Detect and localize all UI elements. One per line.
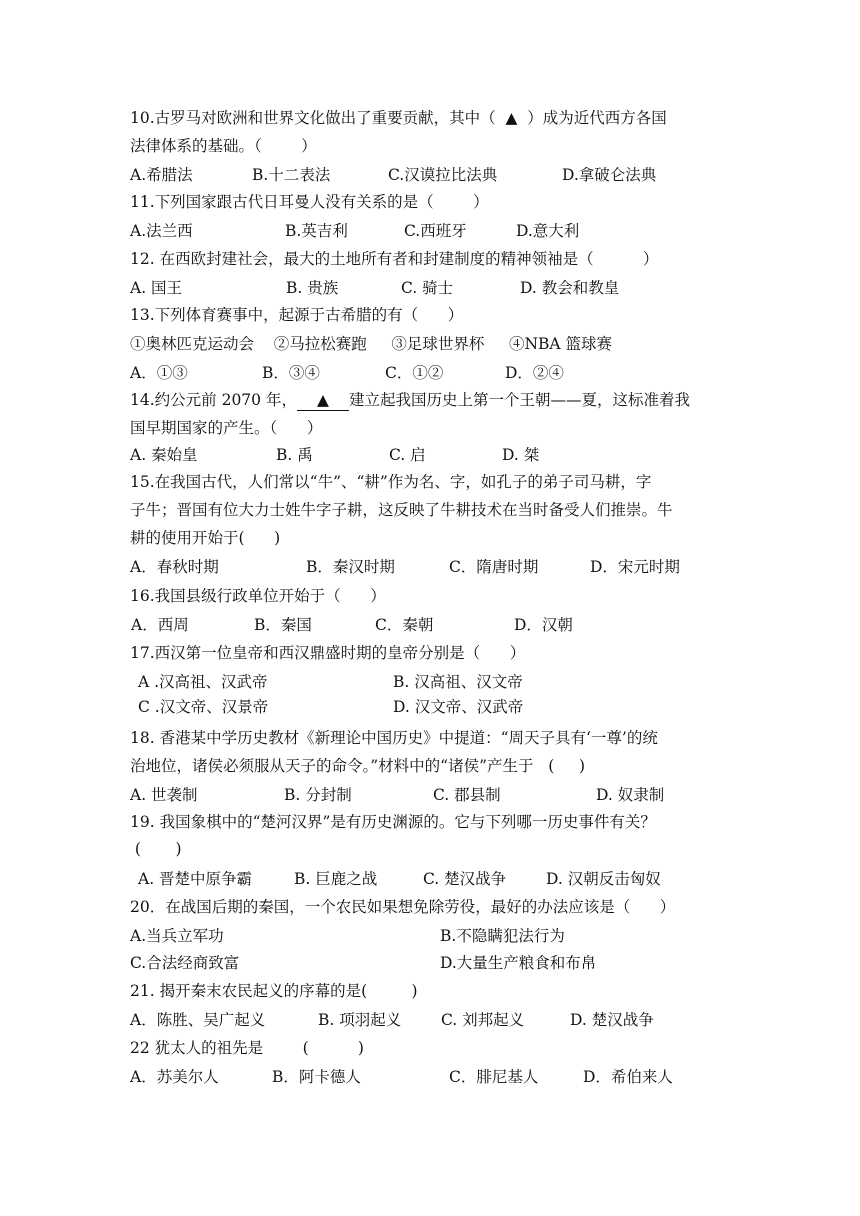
q18-option-b: B. 分封制 <box>284 786 352 804</box>
q19-stem-line1: 19. 我国象棋中的“楚河汉界”是有历史渊源的。它与下列哪一历史事件有关？ <box>130 813 656 831</box>
q15-stem-line1: 15.在我国古代，人们常以“牛”、“耕”作为名、字，如孔子的弟子司马耕，字 <box>130 473 652 491</box>
q16-stem: 16.我国县级行政单位开始于（ ） <box>130 587 386 605</box>
q22-stem: 22 犹太人的祖先是 ( ) <box>130 1039 364 1057</box>
q20-option-c: C.合法经商致富 <box>130 954 240 972</box>
q11-option-b: B.英吉利 <box>285 222 348 240</box>
q13-option-c: C．①② <box>385 364 444 382</box>
q15-option-a: A．春秋时期 <box>130 558 219 576</box>
q18-stem-line2: 治地位，诸侯必须服从天子的命令。”材料中的“诸侯”产生于 ( ) <box>130 757 586 775</box>
q19-option-d: D. 汉朝反击匈奴 <box>546 870 661 888</box>
q10-option-c: C.汉谟拉比法典 <box>388 166 498 184</box>
q15-option-b: B．秦汉时期 <box>306 558 395 576</box>
q15-option-d: D．宋元时期 <box>590 558 680 576</box>
q17-option-a: A .汉高祖、汉武帝 <box>138 673 268 691</box>
q22-option-d: D．希伯来人 <box>583 1068 673 1086</box>
q15-option-c: C．隋唐时期 <box>449 558 539 576</box>
q20-stem: 20．在战国后期的秦国，一个农民如果想免除劳役，最好的办法应该是（ ） <box>130 898 676 916</box>
q17-option-c: C .汉文帝、汉景帝 <box>138 698 269 716</box>
q13-items: ①奥林匹克运动会 ②马拉松赛跑 ③足球世界杯 ④NBA 篮球赛 <box>130 335 613 353</box>
q14-stem-pre: 14.约公元前 2070 年， <box>130 391 297 409</box>
q13-option-a: A．①③ <box>130 364 188 382</box>
q19-option-a: A. 晋楚中原争霸 <box>138 870 253 888</box>
q17-option-b: B. 汉高祖、汉文帝 <box>393 673 523 691</box>
q16-option-b: B．秦国 <box>254 616 312 634</box>
q22-option-a: A．苏美尔人 <box>130 1068 219 1086</box>
q10-option-d: D.拿破仑法典 <box>562 166 657 184</box>
q10-option-b: B.十二表法 <box>252 166 331 184</box>
q11-stem: 11.下列国家跟古代日耳曼人没有关系的是（ ） <box>130 193 489 211</box>
q11-option-d: D.意大利 <box>516 222 580 240</box>
q12-option-c: C. 骑士 <box>401 279 454 297</box>
q21-option-d: D. 楚汉战争 <box>570 1011 654 1029</box>
q12-option-a: A. 国王 <box>130 279 183 297</box>
q20-option-d: D.大量生产粮食和布帛 <box>440 954 597 972</box>
q13-option-d: D．②④ <box>505 364 564 382</box>
q11-option-c: C.西班牙 <box>404 222 467 240</box>
q17-option-d: D. 汉文帝、汉武帝 <box>393 698 524 716</box>
q14-stem-post: 建立起我国历史上第一个王朝——夏，这标准着我 <box>348 391 690 409</box>
q19-option-b: B. 巨鹿之战 <box>294 870 378 888</box>
q21-stem: 21. 揭开秦末农民起义的序幕的是( ) <box>130 982 418 1000</box>
q13-option-b: B．③④ <box>262 364 320 382</box>
q14-stem-line1 <box>130 390 690 411</box>
q14-option-b: B. 禹 <box>276 446 313 464</box>
q14-option-a: A. 秦始皇 <box>130 446 198 464</box>
q16-option-a: A．西周 <box>131 616 189 634</box>
q16-option-c: C．秦朝 <box>375 616 434 634</box>
q15-stem-line3: 耕的使用开始于( ) <box>130 529 281 547</box>
q21-option-a: A．陈胜、吴广起义 <box>130 1011 266 1029</box>
q10-option-a: A.希腊法 <box>130 166 193 184</box>
q20-option-b: B.不隐瞒犯法行为 <box>440 927 565 945</box>
q19-option-c: C. 楚汉战争 <box>423 870 507 888</box>
q14-answer-blank: ▲ <box>297 390 349 411</box>
q10-stem-line2: 法律体系的基础。（ ） <box>130 137 317 155</box>
q12-option-b: B. 贵族 <box>286 279 339 297</box>
q18-option-d: D. 奴隶制 <box>596 786 665 804</box>
q14-stem-line2: 国早期国家的产生。（ ） <box>130 419 323 437</box>
q16-option-d: D．汉朝 <box>514 616 573 634</box>
q13-stem: 13.下列体育赛事中，起源于古希腊的有（ ） <box>130 306 464 324</box>
q20-option-a: A.当兵立军功 <box>130 927 224 945</box>
q22-option-c: C．腓尼基人 <box>449 1068 539 1086</box>
q22-option-b: B．阿卡德人 <box>272 1068 361 1086</box>
q18-stem-line1: 18. 香港某中学历史教材《新理论中国历史》中提道：“周天子具有‘一尊’的统 <box>130 729 658 747</box>
q18-option-c: C. 郡县制 <box>433 786 501 804</box>
q15-stem-line2: 子牛；晋国有位大力士姓牛字子耕，这反映了牛耕技术在当时备受人们推崇。牛 <box>130 501 673 519</box>
q10-stem-line1: 10.古罗马对欧洲和世界文化做出了重要贡献，其中（ ▲ ）成为近代西方各国 <box>130 109 667 127</box>
q11-option-a: A.法兰西 <box>130 222 193 240</box>
q12-option-d: D. 教会和教皇 <box>520 279 620 297</box>
q18-option-a: A. 世袭制 <box>130 786 198 804</box>
q21-option-c: C. 刘邦起义 <box>441 1011 525 1029</box>
q21-option-b: B. 项羽起义 <box>318 1011 402 1029</box>
q17-stem: 17.西汉第一位皇帝和西汉鼎盛时期的皇帝分别是（ ） <box>130 644 526 662</box>
q14-option-d: D. 桀 <box>502 446 540 464</box>
q19-stem-line2: ( ) <box>130 840 182 858</box>
q12-stem: 12. 在西欧封建社会，最大的土地所有者和封建制度的精神领袖是（ ） <box>130 250 659 268</box>
q14-option-c: C. 启 <box>389 446 426 464</box>
